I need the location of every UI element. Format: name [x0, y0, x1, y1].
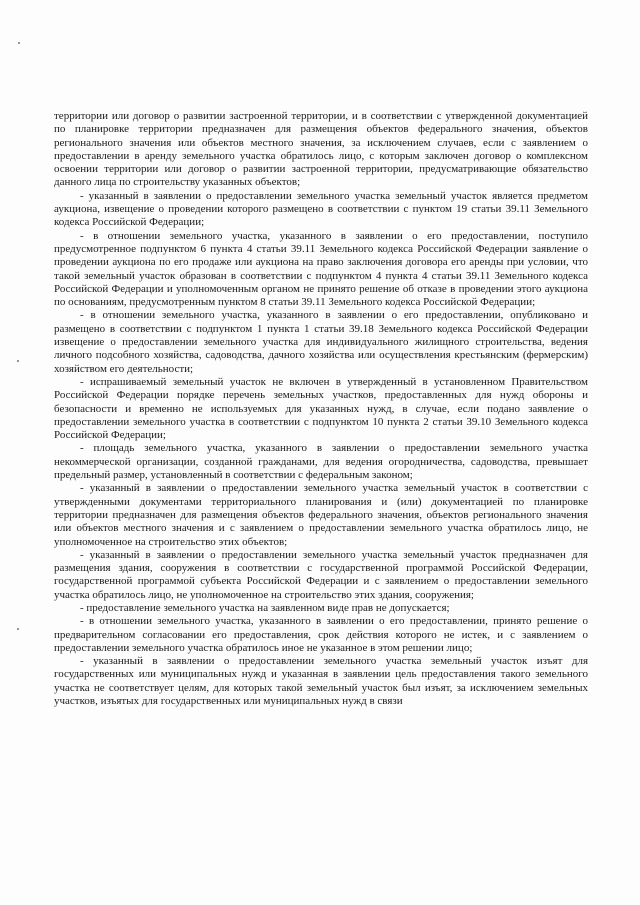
paragraph: - указанный в заявлении о предоставлении земельного участка земельный участок в соответствии с утвержденными документами территориального планирования и (или) документацией по планировке территории предназначен для размещения объектов федерального значения, объектов регионального значения или объектов местного значения и с заявлением о предоставлении земельного участка обратилось лицо, не уполномоченное на строительство этих объектов; [54, 482, 588, 548]
paragraph: - указанный в заявлении о предоставлении земельного участка земельный участок предназначен для размещения здания, сооружения в соответствии с государственной программой Российской Федерации, государственной программой субъекта Российской Федерации и с заявлением о предоставлении земельного участка обратилось лицо, не уполномоченное на строительство этих здания, сооружения; [54, 548, 588, 601]
scan-speck [18, 42, 20, 44]
paragraph: - предоставление земельного участка на заявленном виде прав не допускается; [80, 601, 450, 614]
paragraph: - в отношении земельного участка, указанного в заявлении о его предоставлении, поступило предусмотренное подпунктом 6 пункта 4 статьи 39.11 Земельного кодекса Российской Федерации заявление о проведении аукциона по его продаже или аукциона на право заключения договора его аренды при условии, что такой земельный участок образован в соответствии с подпунктом 4 пункта 4 статьи 39.11 Земельного кодекса Российской Федерации и уполномоченным органом не принято решение об отказе в проведении этого аукциона по основаниям, предусмотренным пунктом 8 статьи 39.11 Земельного кодекса Российской Федерации; [54, 229, 588, 309]
paragraph: - площадь земельного участка, указанного в заявлении о предоставлении земельного участка некоммерческой организации, созданной гражданами, для ведения огородничества, садоводства, превышает предельный размер, установленный в соответствии с федеральным законом; [54, 442, 588, 482]
paragraph: - указанный в заявлении о предоставлении земельного участка земельный участок является предметом аукциона, извещение о проведении которого размещено в соответствии с пунктом 19 статьи 39.11 Земельного кодекса Российской Федерации; [54, 189, 588, 229]
scan-speck [17, 628, 19, 630]
paragraph: - указанный в заявлении о предоставлении земельного участка земельный участок изъят для государственных или муниципальных нужд и указанная в заявлении цель предоставления такого земельного участка не соответствует целям, для которых такой земельный участок был изъят, за исключением земельных участков, изъятых для государственных или муниципальных нужд в связи [54, 655, 588, 708]
paragraph: - в отношении земельного участка, указанного в заявлении о его предоставлении, опубликовано и размещено в соответствии с подпунктом 1 пункта 1 статьи 39.18 Земельного кодекса Российской Федерации извещение о предоставлении земельного участка для индивидуального жилищного строительства, ведения личного подсобного хозяйства, садоводства, дачного хозяйства или осуществления крестьянским (фермерским) хозяйством его деятельности; [54, 309, 588, 375]
scan-speck [17, 360, 19, 362]
paragraph: территории или договор о развитии застроенной территории, и в соответствии с утвержденной документацией по планировке территории предназначен для размещения объектов федерального значения, объектов регионального значения или объектов местного значения, за исключением случаев, если с заявлением о предоставлении в аренду земельного участка обратилось лицо, с которым заключен договор о комплексном освоении территории или договор о развитии застроенной территории, предусматривающие обязательство данного лица по строительству указанных объектов; [54, 110, 588, 189]
paragraph: - в отношении земельного участка, указанного в заявлении о его предоставлении, принято решение о предварительном согласовании его предоставления, срок действия которого не истек, и с заявлением о предоставлении земельного участка обратилось иное не указанное в этом решении лицо; [54, 615, 588, 654]
paragraph: - испрашиваемый земельный участок не включен в утвержденный в установленном Правительством Российской Федерации порядке перечень земельных участков, предоставленных для нужд обороны и безопасности и временно не используемых для указанных нужд, в случае, если подано заявление о предоставлении земельного участка в соответствии с подпунктом 10 пункта 2 статьи 39.10 Земельного кодекса Российской Федерации; [54, 375, 588, 442]
document-body [54, 110, 588, 708]
